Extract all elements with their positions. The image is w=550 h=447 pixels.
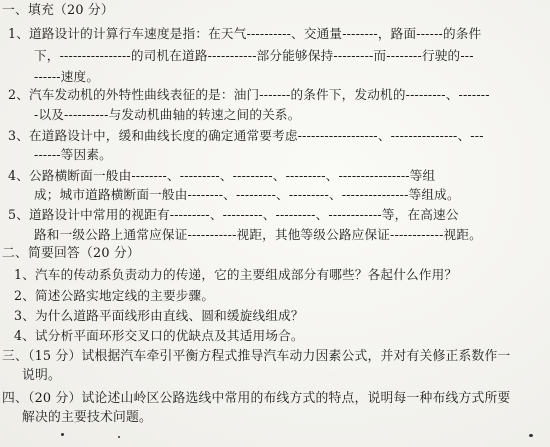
section-3-line-1: 三、（15 分）试根据汽车牵引平衡方程式推导汽车动力因素公式，并对有关修正系数作一 <box>2 349 511 364</box>
short-answer-item-1: 1、汽车的传动系负责动力的传递，它的主要组成部分有哪些？各起什么作用？ <box>14 267 458 282</box>
section-3-line-2: 说明。 <box>22 368 61 383</box>
short-answer-item-4: 4、试分析平面环形交叉口的优缺点及其适用场合。 <box>14 328 304 343</box>
fill-q4-line-2: 成；城市道路横断面一般由--------、---------、---------、---------------等组成。 <box>34 187 460 202</box>
fill-q4-line-1: 4、公路横断面一般由--------、---------、---------、---------、----------------等组 <box>8 168 436 183</box>
section-fill-heading: 一、填充（20 分） <box>2 3 114 18</box>
section-short-answer-heading: 二、简要回答（20 分） <box>2 246 140 261</box>
section-4-line-1: 四、（20 分）试论述山岭区公路选线中常用的布线方式的特点，说明每一种布线方式所要 <box>2 391 511 406</box>
scan-speck <box>529 434 533 437</box>
fill-q1-line-3: ------速度。 <box>34 69 100 84</box>
fill-q5-line-1: 5、道路设计中常用的视距有---------、---------、---------、------------等，在高速公 <box>8 207 459 222</box>
fill-q5-line-2: 路和一级公路上通常应保证-----------视距，其他等级公路应保证------------视距。 <box>34 227 482 242</box>
scan-speck <box>118 436 120 438</box>
short-answer-item-2: 2、简述公路实地定线的主要步骤。 <box>14 288 215 303</box>
fill-q1-line-1: 1、道路设计的计算行车速度是指：在天气----------、交通量--------，路面------的条件 <box>8 26 482 41</box>
short-answer-item-3: 3、为什么道路平面线形由直线、圆和缓旋线组成？ <box>14 308 304 323</box>
fill-q3-line-2: ------等因素。 <box>34 147 112 162</box>
fill-q2-line-2: -以及----------与发动机曲轴的转速之间的关系。 <box>34 107 301 122</box>
scan-speck <box>61 433 64 436</box>
fill-q3-line-1: 3、在道路设计中，缓和曲线长度的确定通常要考虑------------------、---------------、--- <box>8 128 484 143</box>
section-4-line-2: 解决的主要技术问题。 <box>22 410 152 425</box>
fill-q2-line-1: 2、汽车发动机的外特性曲线表征的是：油门-------的条件下，发动机的---------、------- <box>8 87 490 102</box>
fill-q1-line-2: 下，----------------的司机在道路-----------部分能够保持---------而--------行驶的--- <box>34 48 474 63</box>
